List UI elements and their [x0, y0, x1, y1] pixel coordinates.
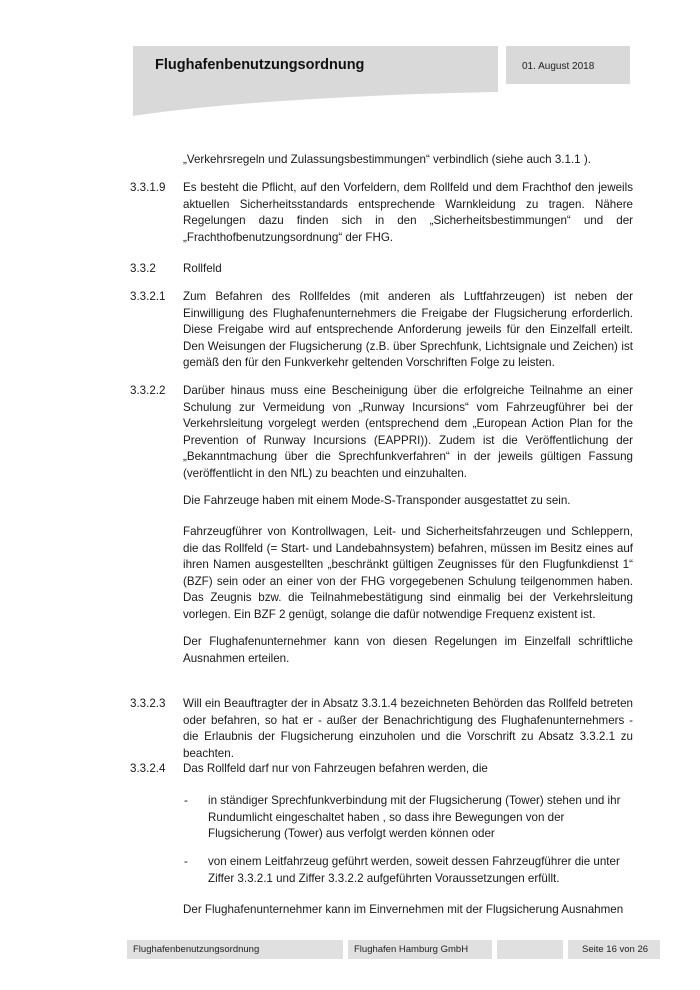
section-number-3324: 3.3.2.4	[130, 762, 166, 775]
list-item: von einem Leitfahrzeug geführt werden, soweit dessen Fahrzeugführer die unter Ziffer 3.3.2.1 und Ziffer 3.3.2.2 aufgeführten Voraussetzungen erfüllt.	[208, 855, 620, 885]
section-3324-closing: Der Flughafenunternehmer kann im Einvernehmen mit der Flugsicherung Ausnahmen	[183, 903, 624, 916]
section-number-3321: 3.3.2.1	[130, 290, 166, 303]
section-text-3323: Will ein Beauftragter der in Absatz 3.3.1.4 bezeichneten Behörden das Rollfeld betreten oder befahren, so hat er - außer der Benachrichtigung des Flughafenunternehmers - die Erlaubnis der Flugsicherung einzuholen und die Vorschrift zu Absatz 3.3.2.1 zu beachten.	[183, 697, 633, 760]
list-item: in ständiger Sprechfunkverbindung mit der Flugsicherung (Tower) stehen und ihr Rundumlicht eingeschaltet haben , so dass ihre Bewegungen von der Flugsicherung (Tower) aus verfolgt werden können oder	[208, 794, 621, 840]
footer-blank-box	[497, 940, 563, 959]
section-number-3322: 3.3.2.2	[130, 384, 166, 397]
section-text-3319: Es besteht die Pflicht, auf den Vorfeldern, dem Rollfeld und dem Frachthof den jeweils aktuellen Sicherheitsstandards entsprechende Warnkleidung zu tragen. Nähere Regelungen dazu finden sich in den „Sicherheitsbestimmungen“ und der „Frachthofbenutzungsordnung“ der FHG.	[183, 181, 633, 244]
section-3322-paragraph-2: Die Fahrzeuge haben mit einem Mode-S-Transponder ausgestattet zu sein.	[183, 494, 571, 507]
section-3322-paragraph-3: Fahrzeugführer von Kontrollwagen, Leit- und Sicherheitsfahrzeugen und Schleppern, die das Rollfeld (= Start- und Landebahnsystem) befahren, müssen im Besitz eines auf ihren Namen ausgestellten „beschränkt gültigen Zeugnisses für den Flugfunkdienst 1“ (BZF) sein oder an einer von der FHG vorgegebenen Schulung teilgenommen haben. Das Zeugnis bzw. die Teilnahmebestätigung sind einmalig bei der Verkehrsleitung vorlegen. Ein BZF 2 genügt, solange die dafür notwendige Frequenz existent ist.	[183, 525, 633, 621]
section-text-3324: Das Rollfeld darf nur von Fahrzeugen befahren werden, die	[183, 762, 488, 775]
list-dash: -	[184, 855, 188, 868]
list-dash: -	[184, 794, 188, 807]
section-text-3321: Zum Befahren des Rollfeldes (mit anderen als Luftfahrzeugen) ist neben der Einwilligung des Flughafenunternehmers die Freigabe der Flugsicherung erforderlich. Diese Freigabe wird auf entsprechende Anforderung jeweils für den Einzelfall erteilt. Den Weisungen der Flugsicherung (z.B. über Sprechfunk, Lichtsignale und Zeichen) ist gemäß den für den Funkverkehr geltenden Vorschriften Folge zu leisten.	[183, 290, 633, 369]
footer-document-name: Flughafenbenutzungsordnung	[133, 944, 260, 955]
section-number-3323: 3.3.2.3	[130, 697, 166, 710]
section-text-3322: Darüber hinaus muss eine Bescheinigung über die erfolgreiche Teilnahme an einer Schulung zur Vermeidung von „Runway Incursions“ vom Fahrzeugführer bei der Verkehrsleitung vorgelegt werden (entsprechend dem „European Action Plan for the Prevention of Runway Incursions (EAPPRI)). Zudem ist die Veröffentlichung der „Bekanntmachung über die Sprechfunkverfahren“ in der jeweils gültigen Fassung (veröffentlicht in den NfL) zu beachten und einzuhalten.	[183, 384, 633, 480]
intro-line: „Verkehrsregeln und Zulassungsbestimmungen“ verbindlich (siehe auch 3.1.1 ).	[183, 153, 591, 166]
page-number: Seite 16 von 26	[582, 944, 649, 955]
section-number-332: 3.3.2	[130, 262, 156, 275]
document-date: 01. August 2018	[522, 61, 595, 72]
footer-company: Flughafen Hamburg GmbH	[354, 944, 469, 955]
section-3322-paragraph-4: Der Flughafenunternehmer kann von diesen Regelungen im Einzelfall schriftliche Ausnahmen erteilen.	[183, 635, 633, 665]
section-number-3319: 3.3.1.9	[130, 181, 166, 194]
document-title: Flughafenbenutzungsordnung	[155, 57, 365, 73]
section-heading-rollfeld: Rollfeld	[183, 262, 222, 275]
